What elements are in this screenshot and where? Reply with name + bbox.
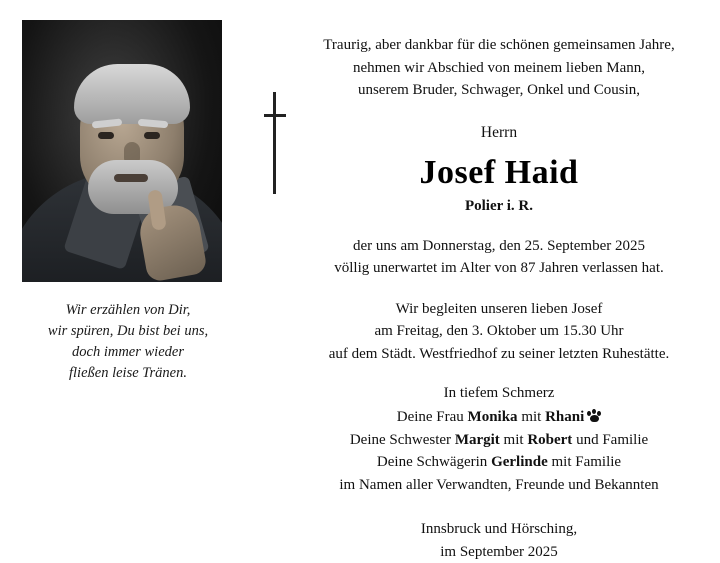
family-bold-1: Monika — [468, 409, 518, 425]
intro-line-2: nehmen wir Abschied von meinem lieben Mann, — [298, 57, 700, 80]
place-line-1: Innsbruck und Hörsching, — [298, 518, 700, 541]
verse-line-4: fließen leise Tränen. — [22, 363, 234, 384]
verse-line-2: wir spüren, Du bist bei uns, — [22, 321, 234, 342]
memorial-verse — [22, 300, 234, 384]
cross-horizontal-bar — [264, 114, 286, 117]
funeral-line-3: auf dem Städt. Westfriedhof zu seiner letzten Ruhestätte. — [298, 343, 700, 366]
family-line — [298, 429, 700, 452]
death-line-2: völlig unerwartet im Alter von 87 Jahren verlassen hat. — [298, 257, 700, 280]
family-middle: mit Familie — [548, 454, 621, 470]
family-list — [298, 406, 700, 496]
right-column — [298, 0, 720, 513]
family-middle: mit — [518, 409, 546, 425]
grief-heading: In tiefem Schmerz — [298, 385, 700, 402]
cross-divider — [246, 0, 298, 513]
family-prefix: Deine Schwägerin — [377, 454, 491, 470]
left-column — [0, 0, 246, 513]
family-bold-1: Gerlinde — [491, 454, 548, 470]
family-prefix: Deine Schwester — [350, 432, 455, 448]
family-line — [298, 406, 700, 429]
paw-print-icon — [587, 410, 601, 422]
deceased-role: Polier i. R. — [298, 198, 700, 215]
family-line — [298, 451, 700, 474]
portrait-photo — [22, 20, 222, 282]
family-bold-1: Margit — [455, 432, 500, 448]
family-prefix: Deine Frau — [397, 409, 468, 425]
intro-line-3: unserem Bruder, Schwager, Onkel und Cousin, — [298, 79, 700, 102]
verse-line-3: doch immer wieder — [22, 342, 234, 363]
portrait-hair — [74, 64, 190, 124]
family-suffix: und Familie — [572, 432, 648, 448]
intro-text — [298, 34, 700, 102]
portrait-eye-left — [98, 132, 114, 139]
family-bold-2: Rhani — [545, 409, 584, 425]
salutation: Herrn — [298, 124, 700, 142]
funeral-line-1: Wir begleiten unseren lieben Josef — [298, 298, 700, 321]
portrait-mouth — [114, 174, 148, 182]
deceased-name: Josef Haid — [298, 154, 700, 192]
death-details — [298, 235, 700, 280]
funeral-details — [298, 298, 700, 366]
family-bold-2: Robert — [527, 432, 572, 448]
place-and-date — [298, 518, 700, 563]
funeral-line-2: am Freitag, den 3. Oktober um 15.30 Uhr — [298, 320, 700, 343]
portrait-eye-right — [144, 132, 160, 139]
intro-line-1: Traurig, aber dankbar für die schönen gemeinsamen Jahre, — [298, 34, 700, 57]
family-line: im Namen aller Verwandten, Freunde und Bekannten — [298, 474, 700, 497]
place-line-2: im September 2025 — [298, 541, 700, 563]
verse-line-1: Wir erzählen von Dir, — [22, 300, 234, 321]
family-middle: mit — [500, 432, 528, 448]
death-line-1: der uns am Donnerstag, den 25. September 2025 — [298, 235, 700, 258]
cross-vertical-bar — [273, 92, 276, 194]
